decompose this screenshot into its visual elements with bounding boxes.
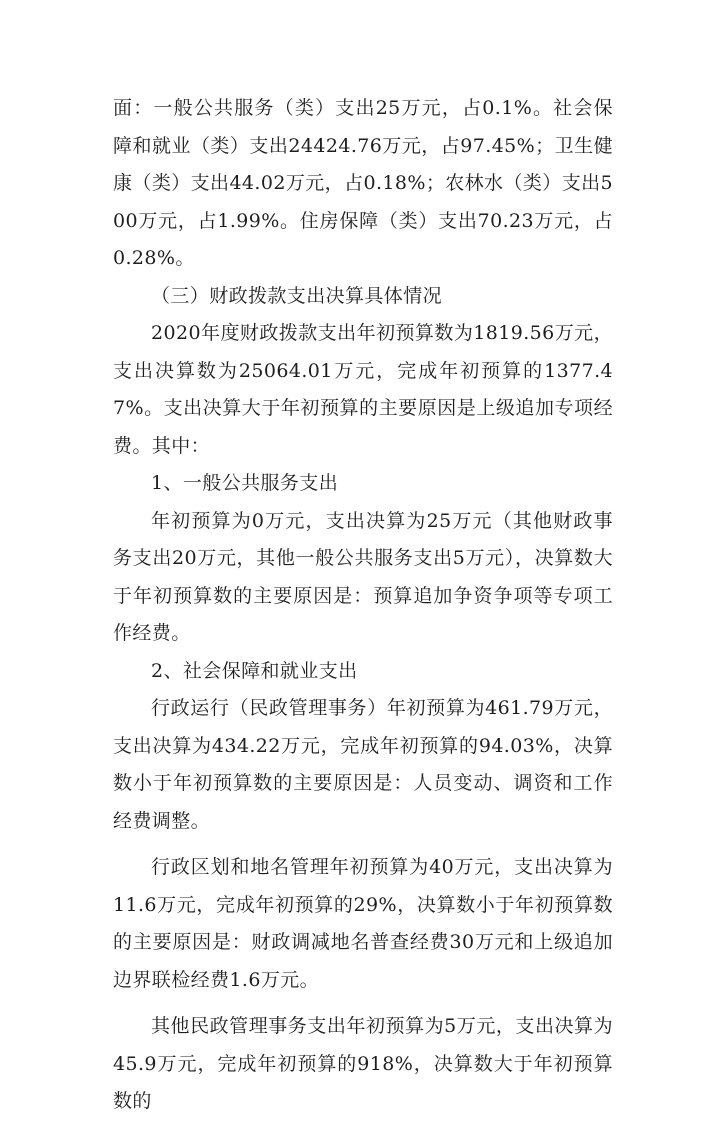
paragraph-continuation: 面：一般公共服务（类）支出25万元，占0.1%。社会保障和就业（类）支出24424.76万元，占97.45%；卫生健康（类）支出44.02万元，占0.18%；农林水（类）支出500万元，占1.99%。住房保障（类）支出70.23万元，占0.28%。 xyxy=(113,97,613,269)
paragraph-item-2a: 行政运行（民政管理事务）年初预算为461.79万元，支出决算为434.22万元，完成年初预算的94.03%，决算数小于年初预算数的主要原因是：人员变动、调资和工作经费调整。 xyxy=(113,697,613,832)
section-heading-3: （三）财政拨款支出决算具体情况 xyxy=(151,284,443,307)
paragraph-item-2c: 其他民政管理事务支出年初预算为5万元，支出决算为45.9万元，完成年初预算的918%，决算数大于年初预算数的 xyxy=(113,1015,613,1112)
document-body xyxy=(113,90,613,1121)
item-heading-1: 1、一般公共服务支出 xyxy=(151,472,339,494)
paragraph-overview: 2020年度财政拨款支出年初预算数为1819.56万元，支出决算数为25064.01万元，完成年初预算的1377.47%。支出决算大于年初预算的主要原因是上级追加专项经费。其中： xyxy=(113,322,613,457)
paragraph-item-1: 年初预算为0万元，支出决算为25万元（其他财政事务支出20万元，其他一般公共服务支出5万元），决算数大于年初预算数的主要原因是：预算追加争资争项等专项工作经费。 xyxy=(113,509,613,644)
item-heading-2: 2、社会保障和就业支出 xyxy=(151,659,358,682)
paragraph-item-2b: 行政区划和地名管理年初预算为40万元，支出决算为11.6万元，完成年初预算的29%，决算数小于年初预算数的主要原因是：财政调减地名普查经费30万元和上级追加边界联检经费1.6万元。 xyxy=(113,856,613,991)
